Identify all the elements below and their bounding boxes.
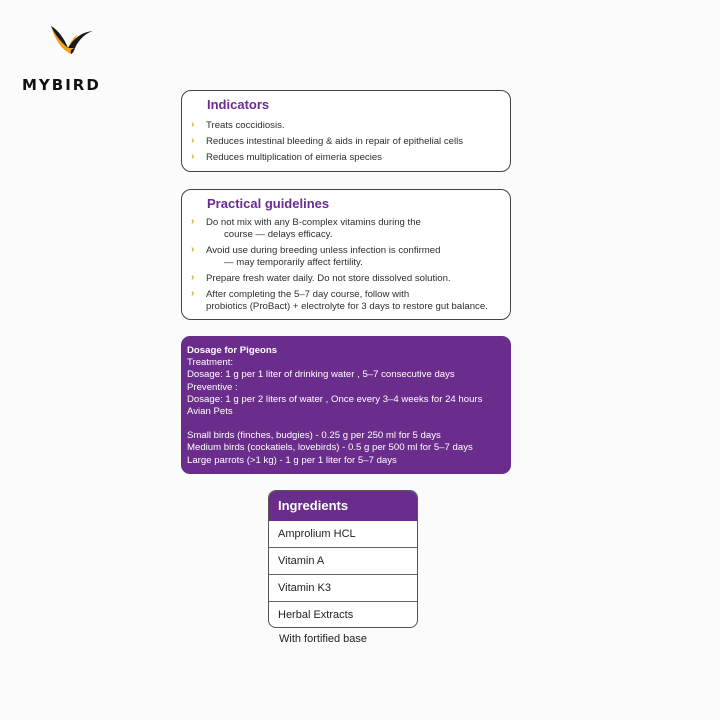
pet-dosage-line: Small birds (finches, budgies) - 0.25 g per 250 ml for 5 days: [187, 430, 441, 442]
ingredient-row: Herbal Extracts: [269, 601, 417, 628]
indicators-title: Indicators: [207, 97, 270, 112]
dosage-line: Dosage: 1 g per 2 liters of water , Once every 3–4 weeks for 24 hours: [187, 393, 483, 405]
indicator-item: › Reduces intestinal bleeding & aids in repair of epithelial cells: [191, 135, 464, 147]
chevron-right-icon: ›: [191, 244, 195, 255]
guidelines-card: [181, 189, 511, 320]
ingredients-footnote: With fortified base: [279, 633, 368, 645]
ingredients-table: [268, 490, 418, 628]
indicator-item: › Reduces multiplication of eimeria species: [191, 151, 382, 163]
bird-logo-icon: [46, 24, 96, 58]
pet-dosage-line: Medium birds (cockatiels, lovebirds) - 0.5 g per 500 ml for 5–7 days: [187, 442, 473, 454]
guideline-item: › Do not mix with any B-complex vitamins during the course — delays efficacy.: [191, 216, 421, 240]
guideline-item: › Avoid use during breeding unless infection is confirmed — may temporarily affect fertility.: [191, 244, 441, 268]
dosage-line: Dosage: 1 g per 1 liter of drinking water , 5–7 consecutive days: [187, 369, 455, 381]
ingredients-title: Ingredients: [269, 491, 417, 521]
chevron-right-icon: ›: [191, 216, 195, 227]
brand-name: MYBIRD: [22, 76, 101, 94]
guideline-item: › After completing the 5–7 day course, follow with probiotics (ProBact) + electrolyte for 3 days to restore gut balance.: [191, 288, 488, 312]
dosage-line: Avian Pets: [187, 406, 233, 418]
dosage-panel: [181, 336, 511, 474]
brand-logo: [22, 24, 122, 94]
indicator-item: › Treats coccidiosis.: [191, 119, 285, 131]
indicators-card: [181, 90, 511, 172]
chevron-right-icon: ›: [191, 119, 195, 130]
pet-dosage-line: Large parrots (>1 kg) - 1 g per 1 liter for 5–7 days: [187, 454, 397, 466]
dosage-line: Preventive :: [187, 381, 238, 393]
chevron-right-icon: ›: [191, 288, 195, 299]
ingredient-row: Amprolium HCL: [278, 528, 356, 540]
ingredient-row: Vitamin A: [269, 547, 417, 574]
ingredient-row: Vitamin K3: [269, 574, 417, 601]
dosage-line: Treatment:: [187, 357, 234, 369]
guidelines-title: Practical guidelines: [207, 196, 330, 211]
chevron-right-icon: ›: [191, 272, 195, 283]
guideline-item: › Prepare fresh water daily. Do not store dissolved solution.: [191, 272, 451, 284]
chevron-right-icon: ›: [191, 151, 195, 162]
chevron-right-icon: ›: [191, 135, 195, 146]
dosage-title: Dosage for Pigeons: [187, 345, 278, 356]
